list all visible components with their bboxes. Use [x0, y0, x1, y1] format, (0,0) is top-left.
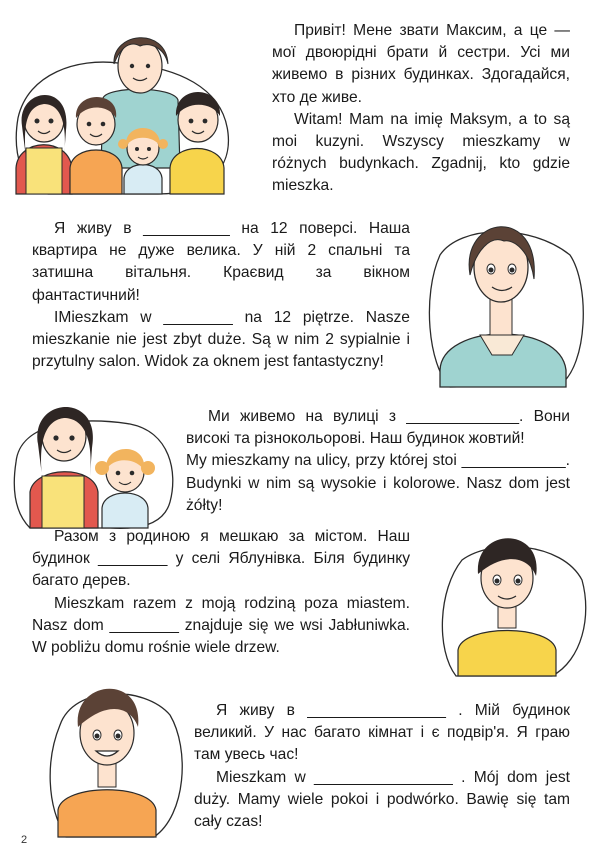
maksym-ua-before: Я живу в: [54, 220, 132, 237]
house-ua-after: . Мій будинок великий. У нас багато кімнат і є подвір'я. Я граю там увесь час!: [194, 702, 570, 764]
intro-polish: Witam! Mam na imię Maksym, a to są moi kuzyni. Wszyscy mieszkamy w różnych budynkach. Zgadnij, kto gdzie mieszka.: [272, 110, 570, 195]
house-ukrainian: [194, 700, 570, 767]
village-pl-blank[interactable]: ________: [109, 616, 179, 634]
maksym-pl-blank[interactable]: ________: [163, 308, 233, 326]
sisters-text-block: [186, 406, 570, 517]
maksym-polish: [32, 307, 410, 374]
house-pl-blank[interactable]: ________________: [314, 768, 453, 786]
sisters-polish: [186, 450, 570, 517]
cousins-group-illustration: [8, 18, 236, 196]
village-pl-after: znajduje się we wsi Jabłuniwka. W pobliżu domu rośnie wiele drzew.: [32, 616, 410, 657]
maksym-ua-after: на 12 поверсі. Наша квартира не дуже велика. У ній 2 спальні та затишна вітальня. Краєвид за вікном фантастичний!: [32, 220, 410, 304]
boy-yellow-illustration: [432, 520, 592, 680]
village-text-block: [32, 526, 410, 659]
maksym-pl-before: IMieszkam w: [54, 308, 152, 326]
house-polish: [194, 767, 570, 834]
maksym-text-block: [32, 218, 410, 373]
village-pl-before: Mieszkam razem z moją rodziną poza miastem. Nasz dom: [32, 594, 410, 634]
intro-ukrainian: Привіт! Мене звати Максим, а це — мої двоюрідні брати й сестри. Усі ми живемо в різних будинках. Здогадайся, хто де живе.: [272, 22, 570, 106]
maksym-ukrainian: [32, 218, 410, 307]
village-ua-after: у селі Яблунівка. Біля будинку багато дерев.: [32, 550, 410, 590]
house-pl-after: . Mój dom jest duży. Mamy wiele pokoi i podwórko. Bawię się tam cały czas!: [194, 768, 571, 831]
maksym-illustration: [420, 195, 590, 395]
sisters-pl-blank[interactable]: ____________: [461, 452, 566, 470]
village-polish: [32, 593, 410, 660]
house-pl-before: Mieszkam w: [216, 768, 306, 786]
boy-orange-illustration: [40, 665, 190, 840]
sisters-pl-after: . Budynki w nim są wysokie i kolorowe. Nasz dom jest żółty!: [186, 452, 570, 514]
house-ua-blank[interactable]: ________________: [307, 702, 446, 719]
girl-left-figure: [16, 95, 72, 194]
maksym-ua-blank[interactable]: __________: [143, 220, 230, 237]
intro-text-block: [272, 20, 570, 198]
sisters-ua-before: Ми живемо на вулиці з: [208, 408, 397, 425]
village-ukrainian: [32, 526, 410, 593]
sisters-ua-after: . Вони високі та різнокольорові. Наш будинок жовтий!: [186, 408, 571, 448]
sisters-ukrainian: [186, 406, 570, 450]
house-text-block: [194, 700, 570, 833]
sisters-pl-before: My mieszkamy na ulicy, przy której stoi: [186, 452, 457, 470]
maksym-pl-after: na 12 piętrze. Nasze mieszkanie nie jest zbyt duże. Są w nim 2 sypialnie i przytulny salon. Widok za oknem jest fantastyczny!: [32, 308, 410, 371]
sisters-ua-blank[interactable]: _____________: [406, 408, 520, 425]
village-ua-before: Разом з родиною я мешкаю за містом. Наш будинок: [32, 528, 410, 568]
village-ua-blank[interactable]: ________: [98, 550, 168, 568]
sisters-illustration: [10, 392, 180, 530]
house-ua-before: Я живу в: [216, 702, 295, 719]
page-number: 2: [21, 834, 28, 846]
